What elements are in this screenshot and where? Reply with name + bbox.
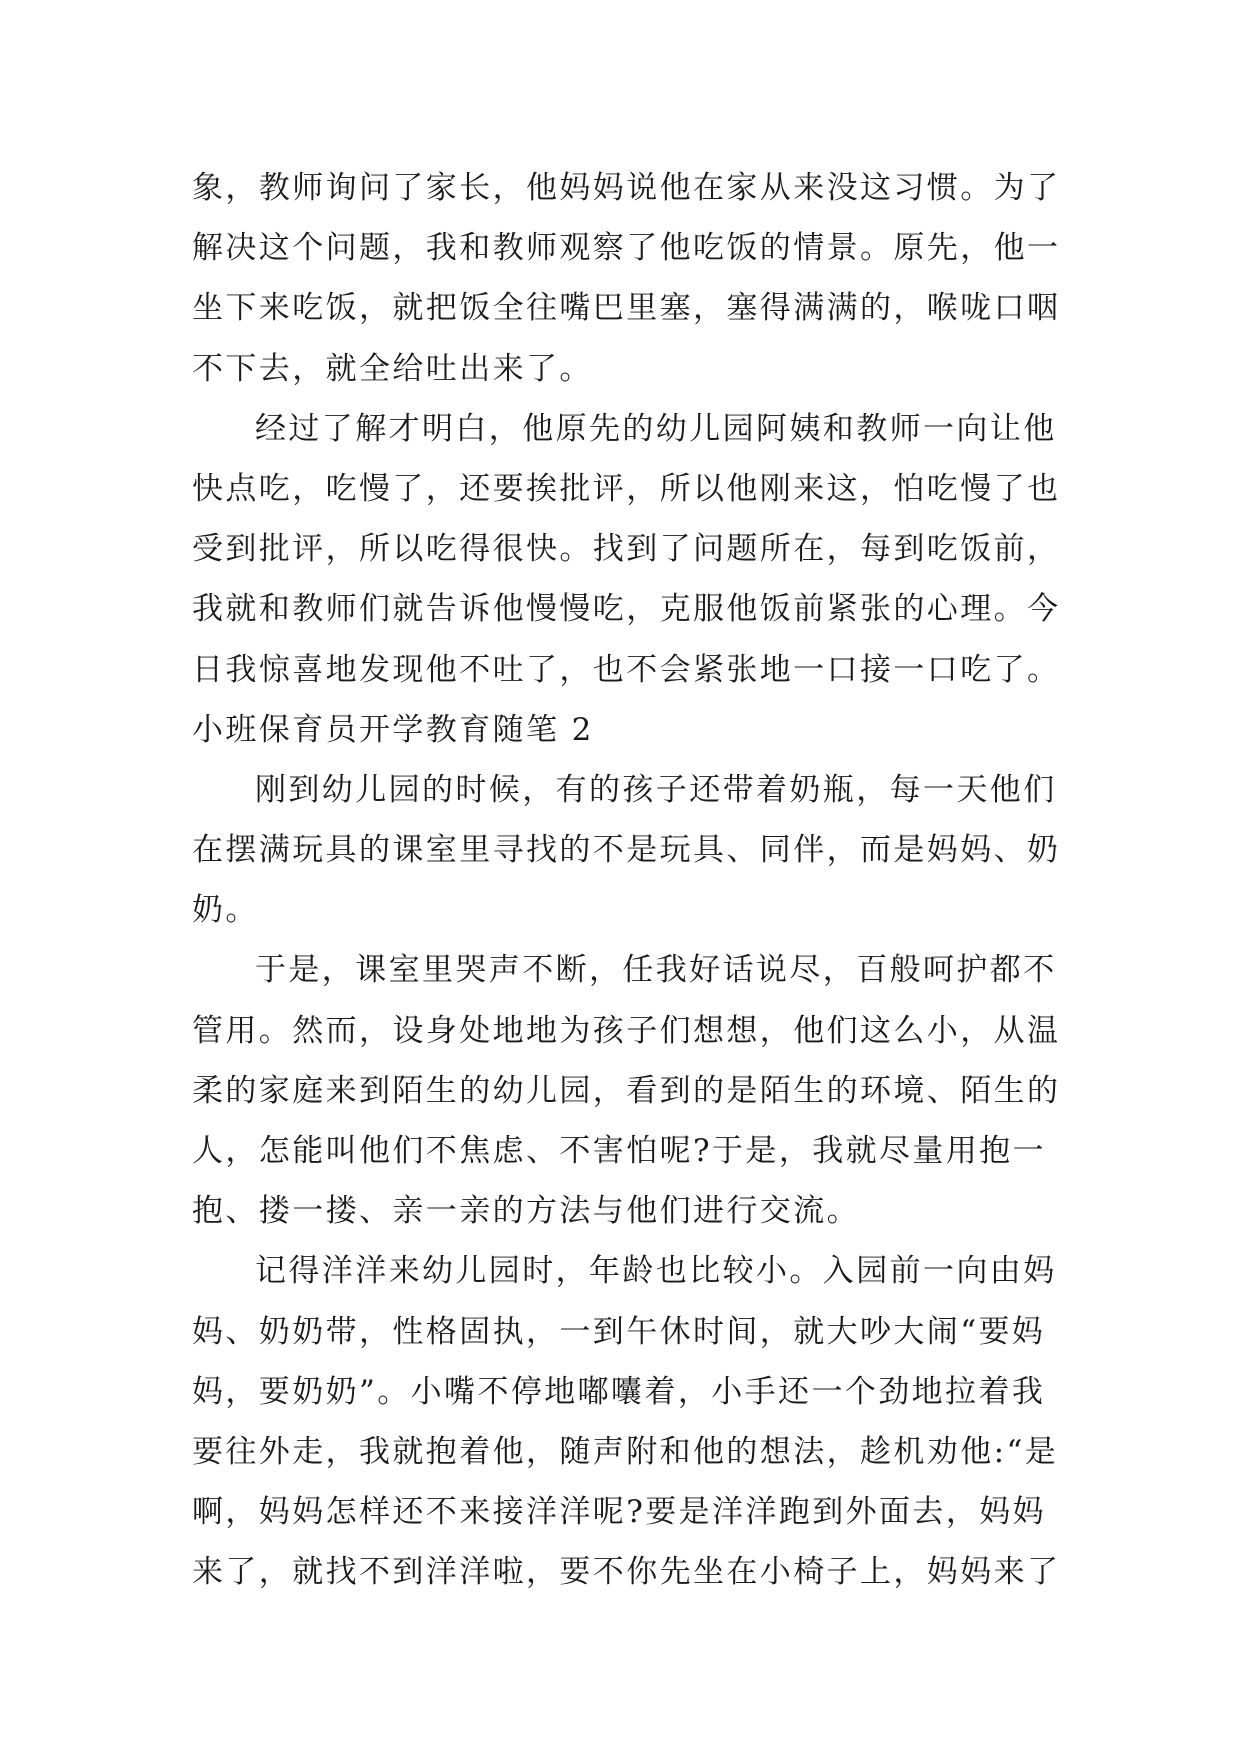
text-line: 我就和教师们就告诉他慢慢吃，克服他饭前紧张的心理。今 [192,591,1061,628]
text-line: 妈，要奶奶”。小嘴不停地嘟囔着，小手还一个劲地拉着我 [192,1373,1046,1410]
text-line: 来了，就找不到洋洋啦，要不你先坐在小椅子上，妈妈来了 [192,1554,1061,1591]
text-line: 管用。然而，设身处地地为孩子们想想，他们这么小，从温 [192,1012,1061,1049]
body-text [192,158,1072,1603]
text-line: 快点吃，吃慢了，还要挨批评，所以他刚来这，怕吃慢了也 [192,470,1061,507]
text-line: 要往外走，我就抱着他，随声附和他的想法，趁机劝他:“是 [192,1433,1059,1470]
text-line: 解决这个问题，我和教师观察了他吃饭的情景。原先，他一 [192,230,1061,267]
text-line: 日我惊喜地发现他不吐了，也不会紧张地一口接一口吃了。 [192,651,1061,688]
text-line: 于是，课室里哭声不断，任我好话说尽，百般呵护都不 [255,952,1057,989]
text-line: 啊，妈妈怎样还不来接洋洋呢?要是洋洋跑到外面去，妈妈 [192,1494,1047,1531]
text-line: 不下去，就全给吐出来了。 [192,350,593,387]
text-line: 象，教师询问了家长，他妈妈说他在家从来没这习惯。为了 [192,170,1061,206]
text-line: 受到批评，所以吃得很快。找到了问题所在，每到吃饭前， [192,531,1061,568]
text-line: 在摆满玩具的课室里寻找的不是玩具、同伴，而是妈妈、奶 [192,832,1061,869]
text-line: 坐下来吃饭，就把饭全往嘴巴里塞，塞得满满的，喉咙口咽 [192,290,1061,327]
text-line: 刚到幼儿园的时候，有的孩子还带着奶瓶，每一天他们 [255,771,1057,808]
text-line: 经过了解才明白，他原先的幼儿园阿姨和教师一向让他 [255,410,1057,447]
text-line: 记得洋洋来幼儿园时，年龄也比较小。入园前一向由妈 [255,1253,1057,1290]
text-line: 柔的家庭来到陌生的幼儿园，看到的是陌生的环境、陌生的 [192,1072,1061,1109]
section-heading: 小班保育员开学教育随笔 2 [192,711,594,748]
text-line: 奶。 [192,892,259,929]
text-line: 人，怎能叫他们不焦虑、不害怕呢?于是，我就尽量用抱一 [192,1133,1047,1169]
text-line: 妈、奶奶带，性格固执，一到午休时间，就大吵大闹“要妈 [192,1313,1046,1350]
text-line: 抱、搂一搂、亲一亲的方法与他们进行交流。 [192,1193,860,1230]
